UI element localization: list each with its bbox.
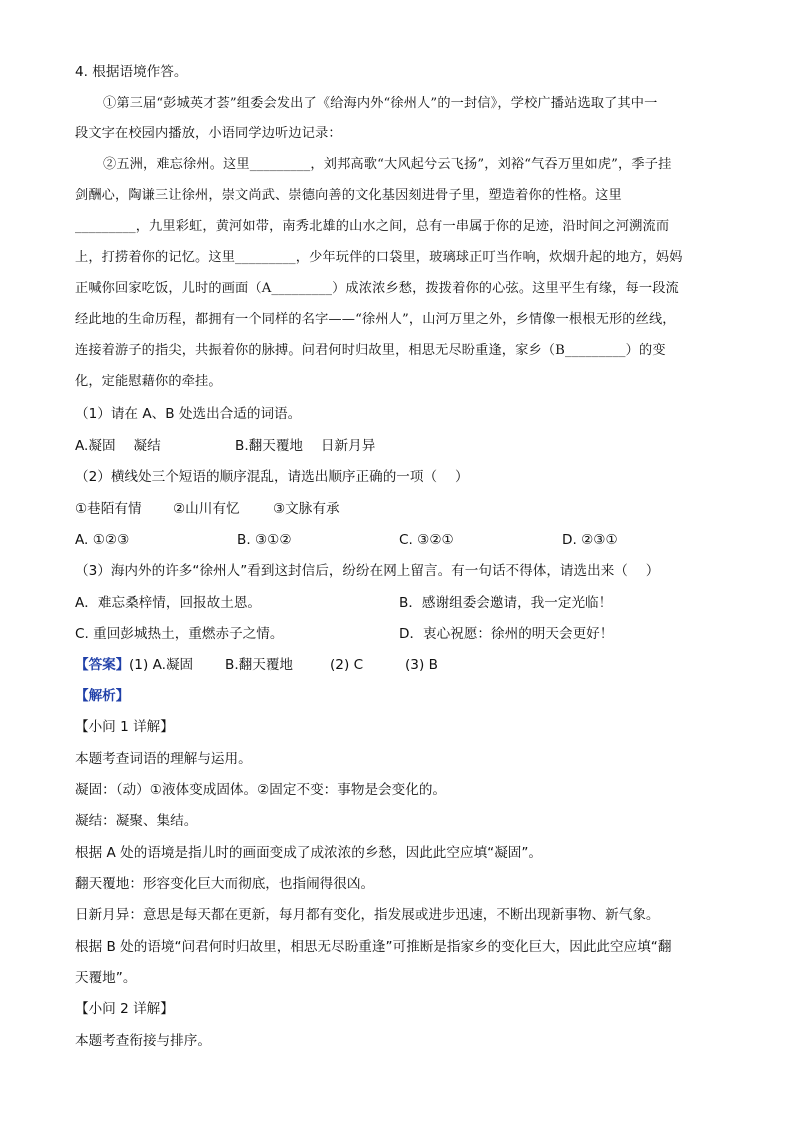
passage-line: 上，打捞着你的记忆。这里_________，少年玩伴的口袋里，玻璃球正叮当作响，炊烟升起的地方，妈妈	[75, 250, 683, 265]
answer-part: (1) A.凝固	[129, 657, 194, 673]
analysis-line: 凝结：凝聚、集结。	[75, 813, 198, 829]
choice-d: D．衷心祝愿：徐州的明天会更好！	[399, 626, 614, 642]
answer-part: B.翻天覆地	[225, 657, 294, 673]
sub1-prompt: （1）请在 A、B 处选出合适的词语。	[75, 406, 302, 422]
passage-line: 经此地的生命历程，都拥有一个同样的名字——“徐州人”，山河万里之外，乡情像一根根无形的丝线，	[75, 312, 676, 327]
analysis-label: 【解析】	[75, 688, 130, 704]
option-b: B.翻天覆地 日新月异	[235, 438, 376, 454]
sub2-prompt: （2）横线处三个短语的顺序混乱，请选出顺序正确的一项（ ）	[75, 469, 469, 485]
choice-a: A．难忘桑梓情，回报故土恩。	[75, 595, 262, 611]
phrase-item: ②山川有忆	[173, 501, 240, 517]
passage-line: 化，定能慰藉你的牵挂。	[75, 374, 222, 389]
analysis-line: 根据 A 处的语境是指儿时的画面变成了成浓浓的乡愁，因此此空应填“凝固”。	[75, 845, 543, 861]
sub1-heading: 【小问 1 详解】	[75, 719, 174, 735]
passage-line: 剑酬心，陶谦三让徐州，崇文尚武、崇德向善的文化基因刻进骨子里，塑造着你的性格。这里	[75, 188, 622, 203]
analysis-line: 翻天覆地：形容变化巨大而彻底，也指闹得很凶。	[75, 876, 375, 892]
choice-a: A. ①②③	[75, 532, 130, 548]
sub2-heading: 【小问 2 详解】	[75, 1001, 174, 1017]
sub3-prompt: （3）海内外的许多“徐州人”看到这封信后，纷纷在网上留言。有一句话不得体，请选出来（ ）	[75, 563, 660, 579]
answer-part: (2) C	[330, 657, 364, 673]
phrase-item: ①巷陌有情	[75, 501, 142, 517]
answer-label: 【答案】	[75, 657, 130, 673]
passage-line: ②五洲，难忘徐州。这里_________，刘邦高歌“大风起兮云飞扬”，刘裕“气吞万里如虎”，季子挂	[103, 157, 672, 172]
intro-line-2: 段文字在校园内播放，小语同学边听边记录：	[75, 126, 342, 141]
passage-line: 连接着游子的指尖，共振着你的脉搏。问君何时归故里，相思无尽盼重逢，家乡（B_________）的变	[75, 343, 666, 358]
analysis-line: 天覆地”。	[75, 970, 137, 986]
intro-line-1: ①第三届“彭城英才荟”组委会发出了《给海内外“徐州人”的一封信》，学校广播站选取了其中一	[103, 96, 658, 111]
question-title: 4. 根据语境作答。	[75, 64, 188, 80]
option-a: A.凝固 凝结	[75, 438, 161, 454]
analysis-line: 日新月异：意思是每天都在更新，每月都有变化，指发展或进步迅速，不断出现新事物、新气象。	[75, 907, 660, 923]
passage-line: 正喊你回家吃饭，儿时的画面（A_________）成浓浓乡愁，拨拨着你的心弦。这里平生有缘，每一段流	[75, 281, 679, 296]
analysis-line: 根据 B 处的语境“问君何时归故里，相思无尽盼重逢”可推断是指家乡的变化巨大，因此此空应填“翻	[75, 939, 672, 955]
analysis-line: 本题考查衔接与排序。	[75, 1033, 211, 1049]
choice-b: B．感谢组委会邀请，我一定光临！	[399, 595, 613, 611]
choice-b: B. ③①②	[237, 532, 292, 548]
choice-c: C. 重回彭城热土，重燃赤子之情。	[75, 626, 284, 642]
choice-d: D. ②③①	[562, 532, 618, 548]
choice-c: C. ③②①	[399, 532, 454, 548]
analysis-line: 凝固：（动）①液体变成固体。②固定不变：事物是会变化的。	[75, 782, 447, 798]
passage-line: _________，九里彩虹，黄河如带，南秀北雄的山水之间，总有一串属于你的足迹，沿时间之河溯流而	[75, 219, 670, 234]
analysis-line: 本题考查词语的理解与运用。	[75, 751, 252, 767]
phrase-item: ③文脉有承	[273, 501, 340, 517]
answer-part: (3) B	[405, 657, 438, 673]
